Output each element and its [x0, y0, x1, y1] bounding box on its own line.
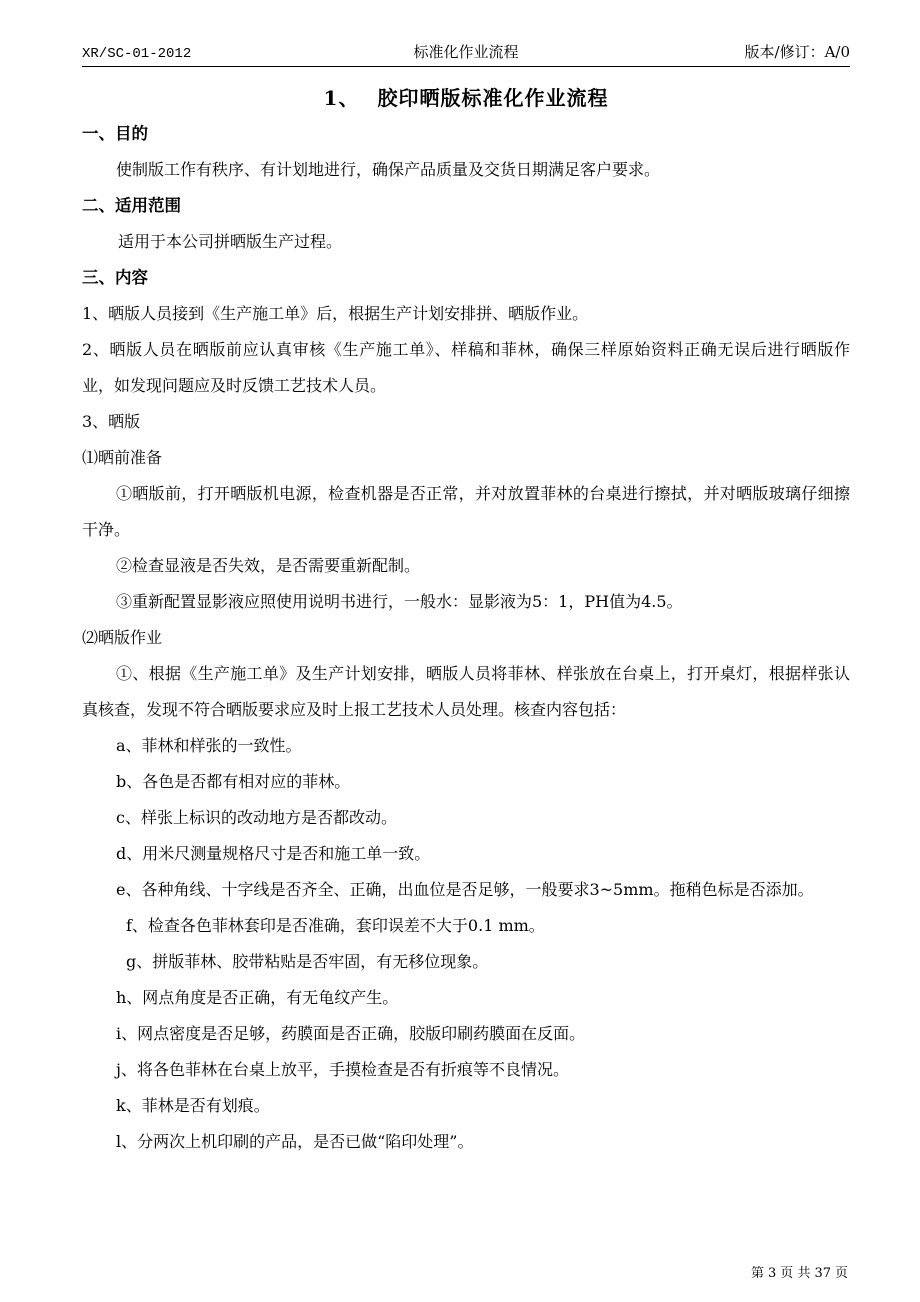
work-step-1: ①、根据《生产施工单》及生产计划安排，晒版人员将菲林、样张放在台桌上，打开桌灯，根据样张认真核查，发现不符合晒版要求应及时上报工艺技术人员处理。核查内容包括： [82, 664, 850, 719]
page-header [82, 40, 850, 67]
footer-suffix: 页 [834, 1266, 848, 1281]
check-item-g: g、拼版菲林、胶带粘贴是否牢固，有无移位现象。 [126, 952, 489, 971]
check-item-j: j、将各色菲林在台桌上放平，手摸检查是否有折痕等不良情况。 [116, 1060, 569, 1079]
section-purpose-heading: 一、目的 [82, 124, 148, 143]
check-item-e: e、各种角线、十字线是否齐全、正确，出血位是否足够，一般要求3~5mm。拖稍色标是否添加。 [116, 880, 814, 899]
page-number: 3 [768, 1266, 777, 1281]
footer-prefix: 第 [751, 1266, 765, 1281]
title-number: 1、 [323, 86, 360, 110]
content-item-2: 2、晒版人员在晒版前应认真审核《生产施工单》、样稿和菲林，确保三样原始资料正确无误后进行晒版作业，如发现问题应及时反馈工艺技术人员。 [82, 340, 850, 395]
page-total: 37 [814, 1266, 831, 1281]
check-item-h: h、网点角度是否正确，有无龟纹产生。 [116, 988, 399, 1007]
prep-heading: ⑴晒前准备 [82, 448, 163, 467]
doc-code: XR/SC-01-2012 [82, 46, 192, 62]
title-text: 胶印晒版标准化作业流程 [377, 86, 609, 110]
section-scope-body: 适用于本公司拼晒版生产过程。 [118, 232, 343, 251]
prep-step-3: ③重新配置显影液应照使用说明书进行，一般水：显影液为5：1，PH值为4.5。 [116, 592, 683, 611]
check-item-i: i、网点密度是否足够，药膜面是否正确，胶版印刷药膜面在反面。 [116, 1024, 586, 1043]
section-scope-heading: 二、适用范围 [82, 196, 181, 215]
document-body [82, 76, 850, 1160]
check-item-d: d、用米尺测量规格尺寸是否和施工单一致。 [116, 844, 431, 863]
content-item-1: 1、晒版人员接到《生产施工单》后，根据生产计划安排拼、晒版作业。 [82, 304, 589, 323]
prep-step-1: ①晒版前，打开晒版机电源，检查机器是否正常，并对放置菲林的台桌进行擦拭，并对晒版玻璃仔细擦干净。 [82, 484, 850, 539]
prep-step-2: ②检查显液是否失效，是否需要重新配制。 [116, 556, 421, 575]
check-item-l: l、分两次上机印刷的产品，是否已做“陷印处理”。 [116, 1132, 474, 1151]
page-footer [749, 1262, 850, 1281]
section-purpose-body: 使制版工作有秩序、有计划地进行，确保产品质量及交货日期满足客户要求。 [116, 160, 661, 179]
check-item-k: k、菲林是否有划痕。 [116, 1096, 270, 1115]
check-item-f: f、检查各色菲林套印是否准确，套印误差不大于0.1 mm。 [126, 916, 545, 935]
document-title [82, 80, 850, 116]
doc-header-title: 标准化作业流程 [413, 43, 519, 61]
check-item-c: c、样张上标识的改动地方是否都改动。 [116, 808, 397, 827]
section-content-heading: 三、内容 [82, 268, 148, 287]
content-item-3: 3、晒版 [82, 412, 141, 431]
work-heading: ⑵晒版作业 [82, 628, 163, 647]
doc-revision: 版本/修订：A/0 [744, 43, 850, 61]
footer-mid: 页 共 [780, 1266, 811, 1281]
check-item-b: b、各色是否都有相对应的菲林。 [116, 772, 351, 791]
check-item-a: a、菲林和样张的一致性。 [116, 736, 302, 755]
